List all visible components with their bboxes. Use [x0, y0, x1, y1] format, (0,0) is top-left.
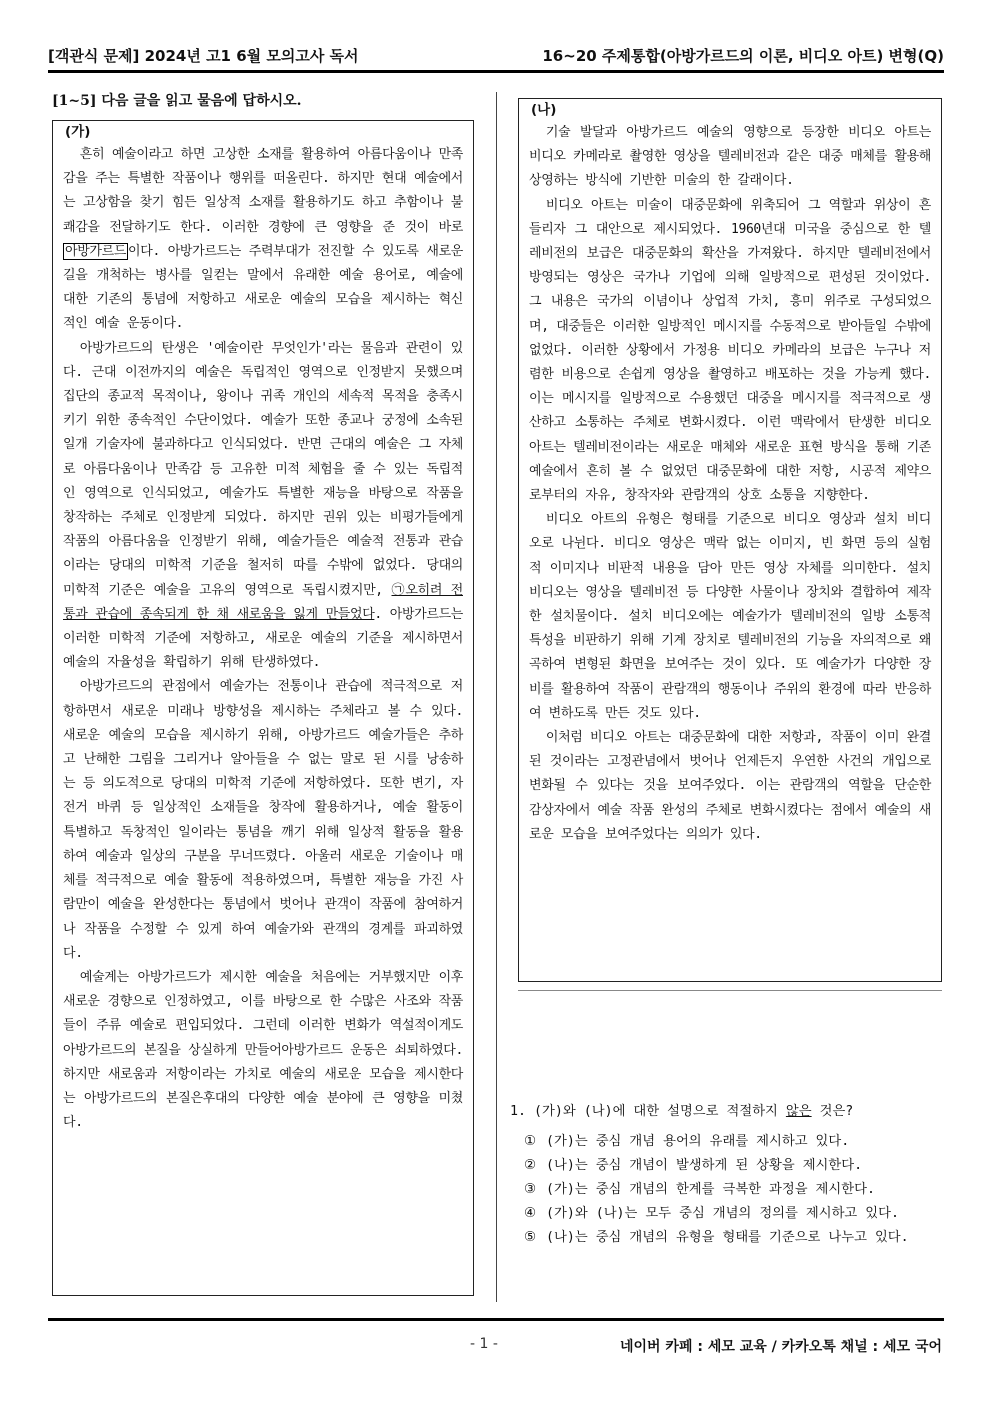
column-divider: [496, 92, 497, 1302]
page-header: [48, 42, 944, 68]
passage-ga-paragraph-3: 아방가르드의 관점에서 예술가는 전통이나 관습에 적극적으로 저항하면서 새로운 미래나 방향성을 제시하는 주체라고 볼 수 있다. 새로운 예술의 모습을 제시하기 위해, 아방가르드 예술가들은 추하고 난해한 그림을 그리거나 알아들을 수 없는 말로 된 시를 낭송하는 등 의도적으로 당대의 미학적 기준에 저항하였다. 또한 변기, 자전거 바퀴 등 일상적인 소재들을 창작에 활용하거나, 예술 활동이 특별하고 독창적인 일이라는 통념을 깨기 위해 일상적 활동을 활용하여 예술과 일상의 구분을 무너뜨렸다. 아울러 새로운 기술이나 매체를 적극적으로 예술 활동에 적용하였으며, 특별한 재능을 가진 사람만이 예술을 완성한다는 통념에서 벗어나 관객이 작품에 참여하거나 작품을 수정할 수 있게 하여 예술가와 관객의 경계를 파괴하였다.: [63, 679, 463, 961]
option-3[interactable]: [510, 1178, 942, 1202]
passage-na-paragraph-3: 비디오 아트의 유형은 형태를 기준으로 비디오 영상과 설치 비디오로 나뉜다. 비디오 영상은 맥락 없는 이미지, 빈 화면 등의 실험적 이미지나 비판적 내용을 담아 만든 영상 자체를 의미한다. 설치 비디오는 영상을 텔레비전 등 다양한 사물이나 장치와 결합하여 제작한 설치물이다. 설치 비디오에는 예술가가 텔레비전의 일방 소통적 특성을 비판하기 위해 기계 장치로 텔레비전의 기능을 자의적으로 왜곡하여 변형된 화면을 보여주는 것이 있다. 또 예술가가 다양한 장비를 활용하여 작품이 관람객의 행동이나 주위의 환경에 따라 반응하여 변하도록 만든 것도 있다.: [529, 512, 931, 721]
page-number: - 1 -: [470, 1336, 498, 1352]
passage-ga-label: (가): [65, 124, 91, 140]
passage-ga-paragraph-4: 예술계는 아방가르드가 제시한 예술을 처음에는 거부했지만 이후 새로운 경향으로 인정하였고, 이를 바탕으로 한 수많은 사조와 작품들이 주류 예술로 편입되었다. 그런데 이러한 변화가 역설적이게도 아방가르드의 본질을 상실하게 만들어아방가르드 운동은 쇠퇴하였다. 하지만 새로움과 저항이라는 가치로 예술의 새로운 모습을 제시한다는 아방가르드의 본질은후대의 다양한 예술 분야에 큰 영향을 미쳤다.: [63, 969, 463, 1131]
passage-na-box: [518, 98, 942, 982]
question-1: [510, 1100, 942, 1250]
option-number: ⑤: [524, 1230, 536, 1245]
option-text: (가)는 중심 개념의 한계를 극복한 과정을 제시한다.: [546, 1182, 875, 1197]
underlined-phrase: ㉠오히려 전통과 관습에 종속되게 한 채 새로움을 잃게 만들었다: [63, 582, 463, 622]
option-1[interactable]: [510, 1130, 942, 1154]
passage-na-paragraph-4: 이처럼 비디오 아트는 대중문화에 대한 저항과, 작품이 이미 완결된 것이라는 고정관념에서 벗어나 언제든지 우연한 사건의 개입으로 변화될 수 있다는 것을 보여주었다. 이는 관람객의 역할을 단순한 감상자에서 예술 작품 완성의 주체로 변화시켰다는 점에서 예술의 새로운 모습을 보여주었다는 의의가 있다.: [529, 730, 931, 842]
footer-rule: [48, 1318, 944, 1321]
question-negation: 않은: [785, 1104, 812, 1119]
option-text: (가)와 (나)는 모두 중심 개념의 정의를 제시하고 있다.: [546, 1206, 899, 1221]
passage-na-paragraph-1: 기술 발달과 아방가르드 예술의 영향으로 등장한 비디오 아트는 비디오 카메라로 촬영한 영상을 텔레비전과 같은 대중 매체를 활용해 상영하는 방식에 기반한 미술의 한 갈래이다.: [529, 125, 931, 189]
option-text: (가)는 중심 개념 용어의 유래를 제시하고 있다.: [546, 1134, 850, 1149]
question-stem-end: 것은?: [811, 1104, 854, 1119]
passage-ga-p1-text-cont: 이다. 아방가르드는 주력부대가 전진할 수 있도록 새로운 길을 개척하는 병사를 일컫는 말에서 유래한 예술 용어로, 예술에 대한 기존의 통념에 저항하고 새로운 예술의 모습을 제시하는 혁신적인 예술 운동이다.: [63, 243, 463, 332]
option-5[interactable]: [510, 1226, 942, 1250]
option-2[interactable]: [510, 1154, 942, 1178]
option-number: ①: [524, 1134, 536, 1149]
option-text: (나)는 중심 개념의 유형을 형태를 기준으로 나누고 있다.: [546, 1230, 909, 1245]
option-4[interactable]: [510, 1202, 942, 1226]
option-number: ④: [524, 1206, 536, 1221]
option-number: ③: [524, 1182, 536, 1197]
header-topic: 16~20 주제통합(아방가르드의 이론, 비디오 아트) 변형(Q): [542, 46, 944, 65]
header-rule: [48, 70, 944, 73]
passage-ga-p1-text: 흔히 예술이라고 하면 고상한 소재를 활용하여 아름다움이나 만족감을 주는 특별한 작품이나 행위를 떠올린다. 하지만 현대 예술에서는 고상함을 찾기 힘든 일상적 소재를 활용하기도 하고 추함이나 불쾌감을 전달하기도 한다. 이러한 경향에 큰 영향을 준 것이 바로: [63, 147, 463, 235]
question-stem-text: 1. (가)와 (나)에 대한 설명으로 적절하지: [510, 1104, 786, 1119]
passage-ga-p2-text: 아방가르드의 탄생은 '예술이란 무엇인가'라는 물음과 관련이 있다. 근대 이전까지의 예술은 독립적인 영역으로 인정받지 못했으며 집단의 종교적 목적이나, 왕이나 귀족 개인의 세속적 목적을 충족시키기 위한 종속적인 수단이었다. 예술가 또한 종교나 궁정에 소속된 일개 기술자에 불과하다고 인식되었다. 반면 근대의 예술은 그 자체로 아름다움이나 만족감 등 고유한 미적 체험을 줄 수 있는 독립적인 영역으로 인식되었고, 예술가도 특별한 재능을 바탕으로 작품을 창작하는 주체로 인정받게 되었다. 하지만 권위 있는 비평가들에게 작품의 아름다움을 인정받기 위해, 예술가들은 예술적 전통과 관습이라는 당대의 미학적 기준을 철저히 따를 수밖에 없었다. 당대의 미학적 기준은 예술을 고유의 영역으로 독립시켰지만,: [63, 340, 463, 598]
passage-na-paragraph-2: 비디오 아트는 미술이 대중문화에 위축되어 그 역할과 위상이 흔들리자 그 대안으로 제시되었다. 1960년대 미국을 중심으로 한 텔레비전의 보급은 대중문화의 확산을 가져왔다. 하지만 텔레비전에서 방영되는 영상은 국가나 기업에 의해 일방적으로 편성된 것이었다. 그 내용은 국가의 이념이나 상업적 가치, 흥미 위주로 구성되었으며, 대중들은 이러한 일방적인 메시지를 수동적으로 받아들일 수밖에 없었다. 이러한 상황에서 가정용 비디오 카메라의 보급은 누구나 저렴한 비용으로 손쉽게 영상을 촬영하고 배포하는 것을 가능케 했다. 이는 메시지를 일방적으로 수용했던 대중을 메시지를 적극적으로 생산하고 소통하는 주체로 변화시켰다. 이런 맥락에서 탄생한 비디오 아트는 텔레비전이라는 새로운 매체와 새로운 표현 방식을 통해 기존 예술에서 흔히 볼 수 없었던 대중문화에 대한 저항, 시공적 제약으로부터의 자유, 창작자와 관람객의 상호 소통을 지향한다.: [529, 197, 931, 504]
question-stem: [510, 1100, 942, 1124]
instruction: [1~5] 다음 글을 읽고 물음에 답하시오.: [52, 93, 302, 109]
option-text: (나)는 중심 개념이 발생하게 된 상황을 제시한다.: [546, 1158, 863, 1173]
key-term-boxed: 아방가르드: [65, 243, 127, 259]
passage-na-label: (나): [531, 102, 557, 118]
option-number: ②: [524, 1158, 536, 1173]
passage-separator: [518, 990, 942, 991]
footer-credit: 네이버 카페 : 세모 교육 / 카카오톡 채널 : 세모 국어: [619, 1339, 942, 1355]
passage-ga-box: [52, 120, 474, 1296]
passage-ga-p2-text-cont: . 아방가르드는 이러한 미학적 기준에 저항하고, 새로운 예술의 기준을 제시하면서 예술의 자율성을 확립하기 위해 탄생하였다.: [63, 606, 463, 671]
passage-ga-paragraph-1: [63, 143, 463, 337]
passage-ga-paragraph-2: [63, 337, 463, 676]
header-exam-title: [객관식 문제] 2024년 고1 6월 모의고사 독서: [48, 46, 359, 65]
